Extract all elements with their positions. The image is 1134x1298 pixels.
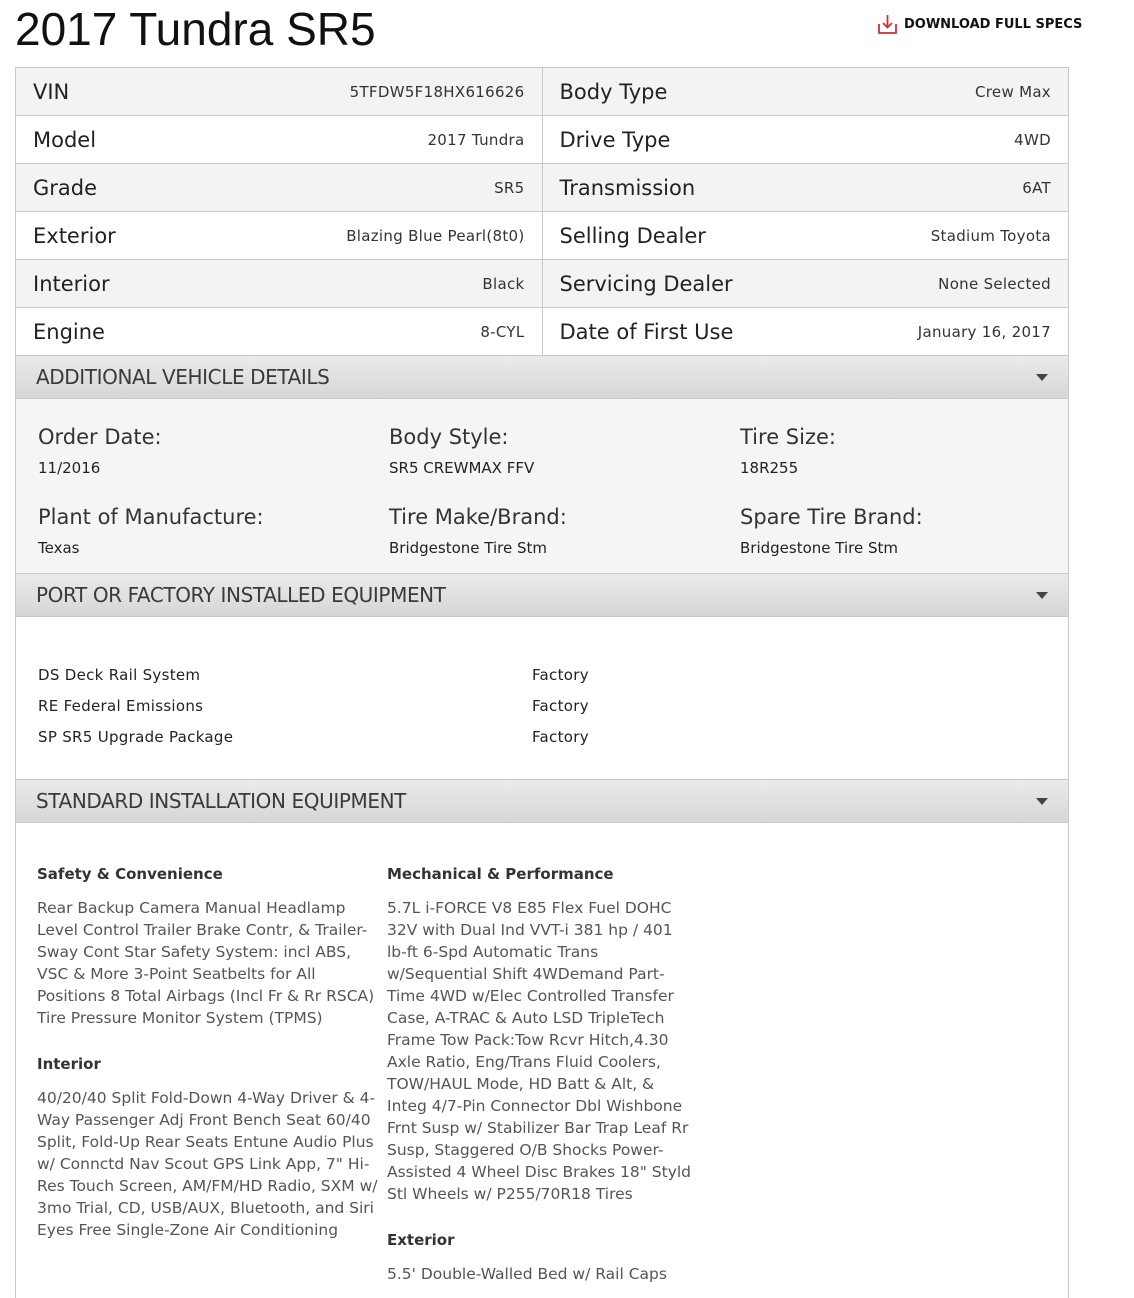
spec-grid (16, 68, 1068, 356)
detail-item (389, 505, 740, 563)
section-title: STANDARD INSTALLATION EQUIPMENT (36, 789, 406, 813)
spec-value: 8-CYL (480, 322, 525, 341)
section-title: ADDITIONAL VEHICLE DETAILS (36, 365, 330, 389)
standard-column-2 (387, 865, 697, 1298)
spec-row-selling-dealer (543, 212, 1069, 260)
spec-label: Selling Dealer (559, 223, 706, 248)
detail-label: Body Style: (389, 425, 509, 449)
detail-item (740, 425, 1040, 483)
spec-label: Body Type (559, 79, 668, 104)
detail-label: Tire Size: (740, 425, 836, 449)
standard-column-1 (37, 865, 387, 1298)
detail-value: SR5 CREWMAX FFV (389, 459, 535, 477)
spec-row-transmission (543, 164, 1069, 212)
detail-label: Tire Make/Brand: (389, 505, 567, 529)
port-equipment-header[interactable] (16, 573, 1068, 617)
port-equipment-panel (16, 617, 1068, 779)
equipment-row (38, 659, 1046, 690)
spec-value: Black (482, 274, 525, 293)
spec-label: Model (33, 127, 97, 152)
detail-label: Plant of Manufacture: (38, 505, 264, 529)
vehicle-card (15, 67, 1069, 1298)
detail-value: Texas (38, 539, 80, 557)
spec-column-right (542, 68, 1069, 356)
category-heading: Safety & Convenience (37, 865, 223, 883)
detail-value: 11/2016 (38, 459, 101, 477)
standard-equipment-header[interactable] (16, 779, 1068, 823)
category-text: 5.5' Double-Walled Bed w/ Rail Caps (387, 1265, 667, 1283)
detail-item (740, 505, 1040, 563)
category-heading: Exterior (387, 1231, 455, 1249)
chevron-down-icon[interactable] (1036, 592, 1048, 599)
section-title: PORT OR FACTORY INSTALLED EQUIPMENT (36, 583, 446, 607)
category-heading: Mechanical & Performance (387, 865, 614, 883)
download-label: DOWNLOAD FULL SPECS (904, 17, 1083, 32)
equipment-row (38, 690, 1046, 721)
equipment-source: Factory (532, 727, 589, 746)
spec-row-servicing-dealer (543, 260, 1069, 308)
additional-details-header[interactable] (16, 355, 1068, 399)
spec-label: Drive Type (559, 127, 671, 152)
standard-equipment-panel (16, 823, 1068, 1298)
spec-value: Crew Max (975, 82, 1051, 101)
spec-label: Exterior (33, 223, 116, 248)
spec-column-left (16, 68, 542, 356)
equipment-source: Factory (532, 665, 589, 684)
category-text: 40/20/40 Split Fold-Down 4-Way Driver & 4-Way Passenger Adj Front Bench Seat 60/40 Split, Fold-Up Rear Seats Entune Audio Plus w/ Connctd Nav Scout GPS Link App, 7" Hi-Res Touch Screen, AM/FM/HD Radio, SXM w/ 3mo Trial, CD, USB/AUX, Bluetooth, and Siri Eyes Free Single-Zone Air Conditioning (37, 1089, 378, 1239)
spec-row-grade (16, 164, 542, 212)
detail-item (38, 505, 389, 563)
spec-label: Transmission (559, 175, 696, 200)
spec-value: Blazing Blue Pearl(8t0) (346, 226, 525, 245)
spec-row-exterior (16, 212, 542, 260)
equipment-source: Factory (532, 696, 589, 715)
detail-label: Order Date: (38, 425, 162, 449)
spec-label: Date of First Use (559, 319, 734, 344)
category-text: Rear Backup Camera Manual Headlamp Level Control Trailer Brake Contr, & Trailer-Sway Cont Star Safety System: incl ABS, VSC & More 3-Point Seatbelts for All Positions 8 Total Airbags (Incl Fr & Rr RSCA) Tire Pressure Monitor System (TPMS) (37, 899, 375, 1027)
download-icon (877, 14, 898, 35)
spec-row-vin (16, 68, 542, 116)
download-full-specs-button[interactable] (877, 14, 1082, 35)
equipment-row (38, 721, 1046, 752)
detail-item (38, 425, 389, 483)
spec-label: Grade (33, 175, 98, 200)
spec-value: 6AT (1022, 178, 1051, 197)
spec-value: Stadium Toyota (930, 226, 1051, 245)
additional-details-panel (16, 399, 1068, 573)
chevron-down-icon[interactable] (1036, 374, 1048, 381)
spec-value: 4WD (1014, 130, 1051, 149)
spec-label: VIN (33, 79, 70, 104)
spec-row-drive-type (543, 116, 1069, 164)
spec-label: Interior (33, 271, 110, 296)
category-heading: Interior (37, 1055, 101, 1073)
spec-value: SR5 (494, 178, 525, 197)
category-text: 5.7L i-FORCE V8 E85 Flex Fuel DOHC 32V with Dual Ind VVT-i 381 hp / 401 lb-ft 6-Spd Automatic Trans w/Sequential Shift 4WDemand Part-Time 4WD w/Elec Controlled Transfer Case, A-TRAC & Auto LSD TripleTech Frame Tow Pack:Tow Rcvr Hitch,4.30 Axle Ratio, Eng/Trans Fluid Coolers, TOW/HAUL Mode, HD Batt & Alt, & Integ 4/7-Pin Connector Dbl Wishbone Frnt Susp w/ Stabilizer Bar Trap Leaf Rr Susp, Staggered O/B Shocks Power-Assisted 4 Wheel Disc Brakes 18" Styld Stl Wheels w/ P255/70R18 Tires (387, 899, 692, 1203)
detail-item (389, 425, 740, 483)
spec-label: Engine (33, 319, 105, 344)
spec-row-engine (16, 308, 542, 356)
detail-value: Bridgestone Tire Stm (740, 539, 898, 557)
spec-row-body-type (543, 68, 1069, 116)
spec-value: 5TFDW5F18HX616626 (349, 82, 525, 101)
detail-label: Spare Tire Brand: (740, 505, 923, 529)
spec-row-date-first-use (543, 308, 1069, 356)
spec-value: 2017 Tundra (427, 130, 525, 149)
spec-label: Servicing Dealer (559, 271, 733, 296)
chevron-down-icon[interactable] (1036, 798, 1048, 805)
page-title: 2017 Tundra SR5 (15, 3, 376, 55)
equipment-name: SP SR5 Upgrade Package (38, 727, 234, 746)
spec-value: January 16, 2017 (917, 322, 1051, 341)
spec-row-interior (16, 260, 542, 308)
equipment-name: DS Deck Rail System (38, 665, 201, 684)
detail-value: 18R255 (740, 459, 799, 477)
spec-row-model (16, 116, 542, 164)
equipment-name: RE Federal Emissions (38, 696, 204, 715)
spec-value: None Selected (938, 274, 1051, 293)
detail-value: Bridgestone Tire Stm (389, 539, 547, 557)
